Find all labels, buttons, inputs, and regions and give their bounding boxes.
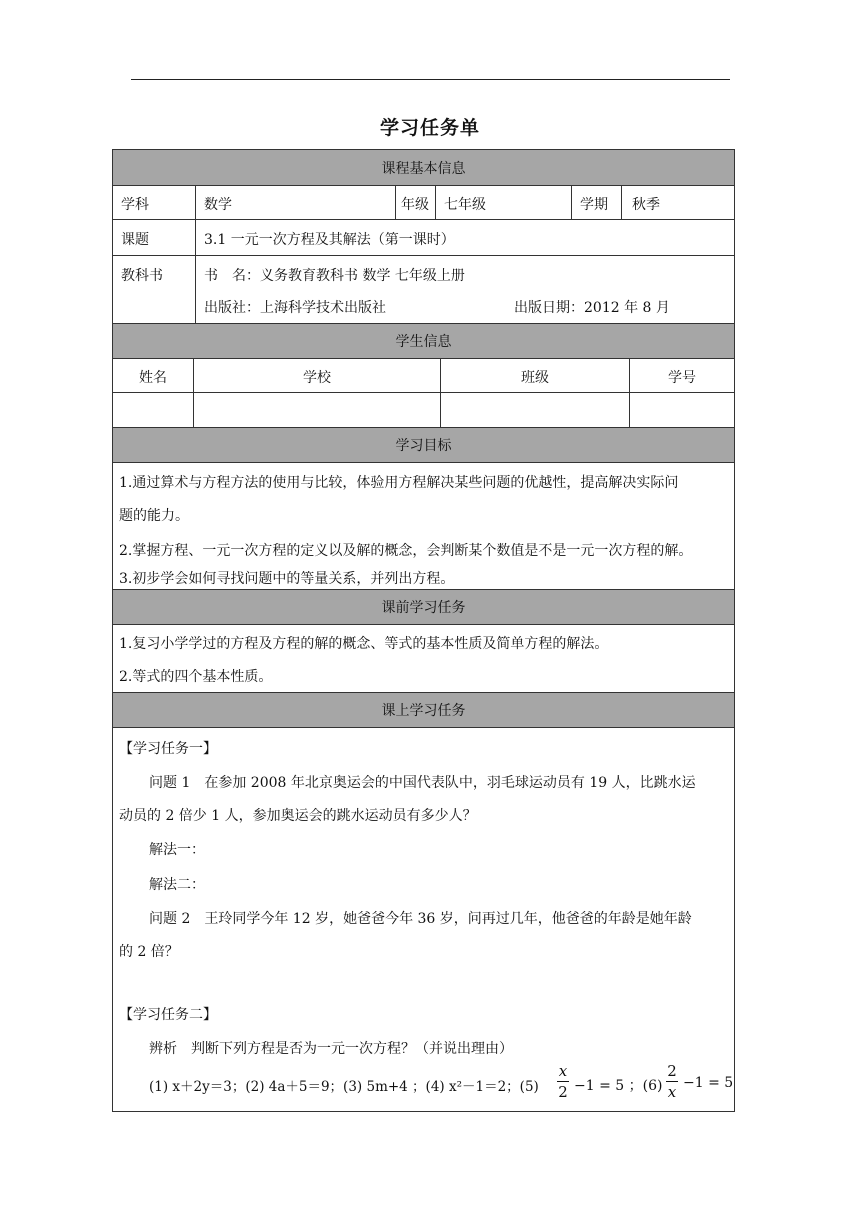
fraction-eq5: x 2 — [558, 1062, 568, 1101]
topic-value: 3.1 一元一次方程及其解法（第一课时） — [204, 232, 455, 248]
header-rule — [131, 79, 730, 80]
section-header-course-info: 课程基本信息 — [113, 150, 734, 186]
equation-5-rest: −1 = 5 ；(6) — [574, 1078, 663, 1094]
section-header-class-tasks: 课上学习任务 — [113, 693, 734, 728]
section-header-goals: 学习目标 — [113, 428, 734, 463]
goal-3: 3.初步学会如何寻找问题中的等量关系，并列出方程。 — [119, 571, 455, 587]
term-label: 学期 — [580, 197, 608, 213]
section-header-pre-tasks: 课前学习任务 — [113, 590, 734, 625]
school-field[interactable] — [193, 393, 440, 427]
method1-label: 解法一： — [149, 842, 205, 858]
pre-tasks-content — [113, 625, 734, 693]
student-id-field[interactable] — [629, 393, 734, 427]
term-value: 秋季 — [632, 197, 660, 213]
grade-label: 年级 — [401, 197, 429, 213]
equation-6-rest: −1 = 5 — [683, 1075, 734, 1091]
section-header-student-info: 学生信息 — [113, 324, 734, 359]
question2-line1: 问题 2 王玲同学今年 12 岁，她爸爸今年 36 岁，问再过几年，他爸爸的年龄是她年龄 — [149, 911, 692, 927]
method2-label: 解法二： — [149, 877, 205, 893]
course-row-topic — [113, 220, 734, 256]
goal-1-line2: 题的能力。 — [119, 508, 189, 524]
analysis-prompt: 辨析 判断下列方程是否为一元一次方程？（并说出理由） — [149, 1041, 513, 1057]
page-title: 学习任务单 — [379, 117, 480, 139]
goal-2: 2.掌握方程、一元一次方程的定义以及解的概念，会判断某个数值是不是一元一次方程的解。 — [119, 543, 693, 559]
course-row-subject — [113, 186, 734, 220]
pre-task-1: 1.复习小学学过的方程及方程的解的概念、等式的基本性质及简单方程的解法。 — [119, 636, 609, 652]
topic-label: 课题 — [121, 232, 149, 248]
subject-label: 学科 — [121, 197, 149, 213]
subject-value: 数学 — [204, 197, 232, 213]
col-class: 班级 — [521, 370, 549, 386]
pre-task-2: 2.等式的四个基本性质。 — [119, 669, 273, 685]
col-school: 学校 — [303, 370, 331, 386]
course-row-textbook — [113, 256, 734, 324]
publish-date: 出版日期：2012 年 8 月 — [514, 300, 670, 316]
name-field[interactable] — [113, 393, 193, 427]
task-sheet-table — [112, 149, 735, 1112]
grade-value: 七年级 — [444, 197, 486, 213]
task2-title: 【学习任务二】 — [119, 1007, 217, 1023]
col-name: 姓名 — [139, 370, 167, 386]
publisher: 出版社：上海科学技术出版社 — [204, 300, 386, 316]
student-input-row — [113, 393, 734, 428]
student-header-row — [113, 359, 734, 393]
goal-1-line1: 1.通过算术与方程方法的使用与比较，体验用方程解决某些问题的优越性，提高解决实际问 — [119, 475, 679, 491]
goals-content — [113, 463, 734, 590]
equation-list: (1) x＋2y＝3；(2) 4a＋5＝9；(3) 5m+4 ；(4) x²－1＝2；(5) — [149, 1079, 539, 1095]
col-student-id: 学号 — [668, 370, 696, 386]
fraction-eq6: 2 x — [667, 1062, 677, 1101]
textbook-label: 教科书 — [121, 268, 163, 284]
task1-title: 【学习任务一】 — [119, 741, 217, 757]
class-field[interactable] — [440, 393, 629, 427]
class-tasks-content — [113, 728, 734, 1111]
question1-line2: 动员的 2 倍少 1 人，参加奥运会的跳水运动员有多少人？ — [119, 808, 477, 824]
textbook-name: 书 名：义务教育教科书 数学 七年级上册 — [204, 268, 465, 284]
question1-line1: 问题 1 在参加 2008 年北京奥运会的中国代表队中，羽毛球运动员有 19 人，比跳水运 — [149, 775, 696, 791]
question2-line2: 的 2 倍？ — [119, 944, 179, 960]
